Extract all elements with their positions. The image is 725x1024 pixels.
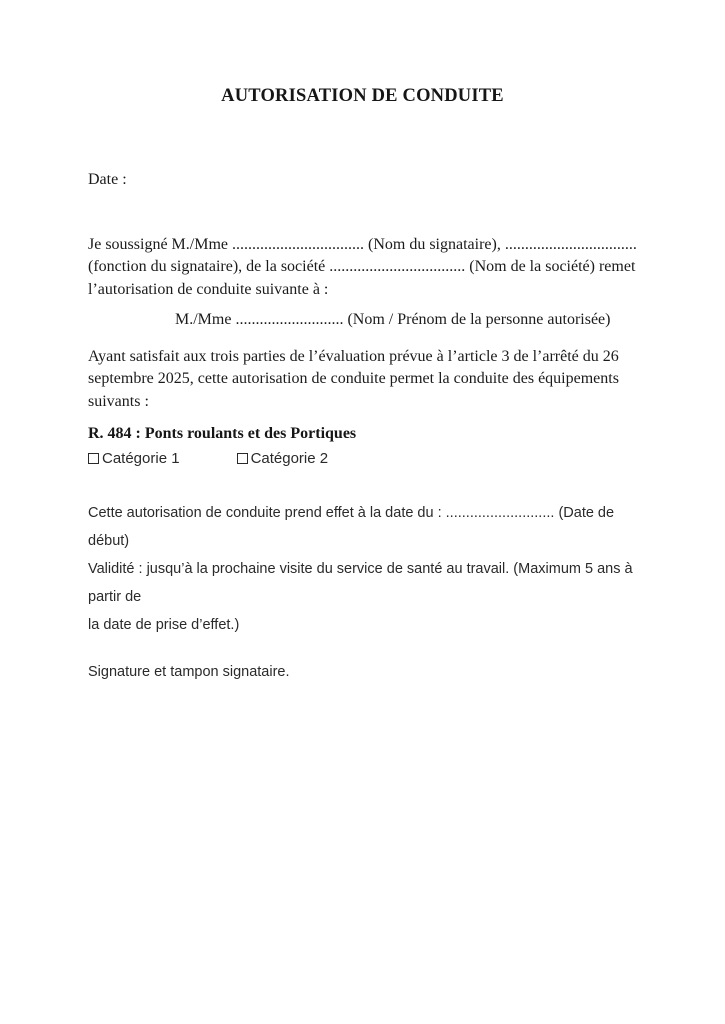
checkbox-icon-categorie-1[interactable] <box>88 453 99 464</box>
intro-line: l’autorisation de conduite suivante à : <box>88 280 329 298</box>
evaluation-line: suivants : <box>88 392 149 410</box>
validity-line: la date de prise d’effet.) <box>88 617 240 633</box>
evaluation-line: septembre 2025, cette autorisation de conduite permet la conduite des équipements <box>88 370 619 387</box>
document-title: AUTORISATION DE CONDUITE <box>221 86 504 106</box>
category-label-1: Catégorie 1 <box>102 450 180 467</box>
authorized-person-line: M./Mme ........................... (Nom / Prénom de la personne autorisée) <box>175 311 611 328</box>
category-item-2 <box>237 450 329 467</box>
evaluation-line: Ayant satisfait aux trois parties de l’évaluation prévue à l’article 3 de l’arrêté du 26 <box>88 347 619 365</box>
checkbox-icon-categorie-2[interactable] <box>237 453 248 464</box>
effect-date-line: Cette autorisation de conduite prend effet à la date du : ........................... (Date de début) <box>88 505 615 549</box>
date-label: Date : <box>88 171 127 188</box>
category-label-2: Catégorie 2 <box>250 450 329 467</box>
signature-line: Signature et tampon signataire. <box>88 664 290 680</box>
validity-line: Validité : jusqu’à la prochaine visite du service de santé au travail. (Maximum 5 ans à partir de <box>88 561 633 605</box>
category-item-1 <box>88 450 180 467</box>
categories-row <box>88 450 637 467</box>
evaluation-paragraph <box>88 346 637 414</box>
intro-paragraph <box>88 234 637 302</box>
intro-line: Je soussigné M./Mme ................................. (Nom du signataire), ................................. <box>88 235 637 253</box>
intro-line: (fonction du signataire), de la société .................................. (Nom de la société) remet <box>88 258 636 275</box>
equipment-heading: R. 484 : Ponts roulants et des Portiques <box>88 425 357 442</box>
effect-validity-block <box>88 499 637 639</box>
